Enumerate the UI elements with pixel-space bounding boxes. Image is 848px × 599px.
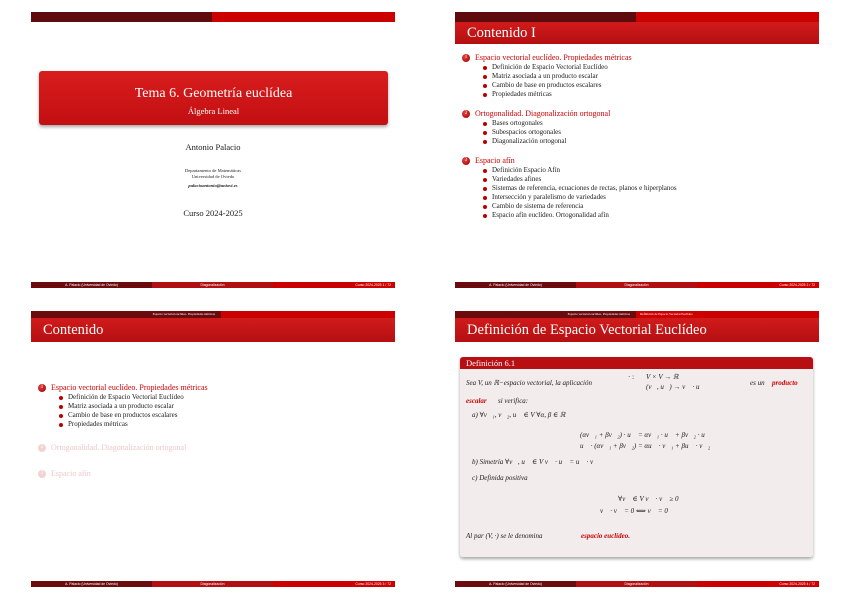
section-number-icon: 3 xyxy=(38,470,46,478)
email: palacioantonio@uniovi.es xyxy=(188,183,238,188)
slide-subtitle: Álgebra Lineal xyxy=(187,106,240,116)
bullet-icon xyxy=(483,131,487,135)
footer-page: Curso 2024-2025 3 / 72 xyxy=(273,581,395,587)
slide-2[interactable] xyxy=(455,12,819,288)
equation: (αv⃗₁ + βv⃗₂) · u⃗ = αv⃗₁ · u⃗ + βv⃗₂ · u⃗ xyxy=(580,431,711,439)
bullet-icon xyxy=(483,66,487,70)
section-nav-bar xyxy=(455,311,819,318)
bullet-icon xyxy=(483,122,487,126)
institution-line-1: Departamento de Matemáticas xyxy=(184,168,242,173)
map-symbol: · : xyxy=(628,373,635,381)
map-row: (v⃗, u⃗) → v⃗ · u⃗ xyxy=(646,383,705,391)
section-title[interactable]: Ortogonalidad. Diagonalización ortogonal xyxy=(51,443,187,452)
section-number-icon: 2 xyxy=(462,110,470,118)
subsection-link[interactable]: Propiedades métricas xyxy=(492,90,552,98)
subsection-link[interactable]: Definición de Espacio Vectorial Euclídeo xyxy=(68,393,184,401)
definition-text: Sea V, un ℝ−espacio vectorial, la aplicación xyxy=(466,379,593,387)
outline-section[interactable] xyxy=(38,383,391,429)
bullet-icon xyxy=(483,84,487,88)
subsection-link[interactable]: Propiedades métricas xyxy=(68,420,128,428)
footer-author: A. Palacio (Universidad de Oviedo) xyxy=(455,581,576,587)
slide-1[interactable] xyxy=(31,12,395,288)
outline-section[interactable] xyxy=(462,156,815,220)
footer-topic: Diagonalización xyxy=(576,581,697,587)
definition-text: si verifica: xyxy=(498,397,529,405)
footer-author: A. Palacio (Universidad de Oviedo) xyxy=(31,581,152,587)
section-number-icon: 2 xyxy=(38,444,46,452)
equation: ∀v⃗ ∈ V v⃗ · v⃗ ≥ 0 xyxy=(618,495,679,503)
subsection-link[interactable]: Intersección y paralelismo de variedades xyxy=(492,193,606,201)
footer xyxy=(31,282,395,288)
bullet-icon xyxy=(59,423,63,427)
subsection-link[interactable]: Sistemas de referencia, ecuaciones de rectas, planos e hiperplanos xyxy=(492,184,677,192)
subsection-link[interactable]: Definición Espacio Afín xyxy=(492,166,561,174)
author: Antonio Palacio xyxy=(185,142,241,152)
footer-page: Curso 2024-2025 4 / 72 xyxy=(697,581,819,587)
subsection-link[interactable]: Definición de Espacio Vectorial Euclídeo xyxy=(492,63,608,71)
map-row: V × V → ℝ xyxy=(646,373,679,381)
footer-topic: Diagonalización xyxy=(576,282,697,288)
bullet-icon xyxy=(483,169,487,173)
subsection-link[interactable]: Cambio de base en productos escalares xyxy=(68,411,178,419)
top-bar xyxy=(31,12,395,22)
definition-body xyxy=(460,369,813,557)
bullet-icon xyxy=(483,75,487,79)
emphasis-term: producto xyxy=(772,379,798,387)
bullet-icon xyxy=(483,187,487,191)
nav-section-link[interactable]: Espacio vectorial euclídeo. Propiedades métricas xyxy=(455,311,636,318)
section-title[interactable]: Espacio vectorial euclídeo. Propiedades métricas xyxy=(51,383,208,392)
section-number-icon: 1 xyxy=(462,54,470,62)
bullet-icon xyxy=(59,396,63,400)
section-title[interactable]: Espacio afín xyxy=(51,469,91,478)
footer-author: A. Palacio (Universidad de Oviedo) xyxy=(31,282,152,288)
section-title[interactable]: Espacio vectorial euclídeo. Propiedades métricas xyxy=(475,53,632,62)
section-title[interactable]: Espacio afín xyxy=(475,156,515,165)
outline-section[interactable] xyxy=(38,469,391,479)
outline-section[interactable] xyxy=(462,109,815,146)
nav-section-link[interactable]: Espacio vectorial euclídeo. Propiedades métricas xyxy=(31,311,221,318)
bullet-icon xyxy=(483,205,487,209)
bullet-icon xyxy=(483,196,487,200)
subsection-link[interactable]: Bases ortogonales xyxy=(492,119,543,127)
section-number-icon: 3 xyxy=(462,157,470,165)
outline xyxy=(38,383,391,489)
frame-title: Contenido I xyxy=(455,22,819,44)
subsection-link[interactable]: Cambio de sistema de referencia xyxy=(492,202,584,210)
bullet-icon xyxy=(59,414,63,418)
definition-text: Al par (V, ·) se le denomina xyxy=(466,532,543,540)
equation: u⃗ · (αv⃗₁ + βv⃗₂) = αu⃗ · v⃗₁ + βu⃗ · v⃗₂ xyxy=(580,442,711,450)
definition-title: Definición 6.1 xyxy=(460,357,813,369)
subsection-link[interactable]: Espacio afín euclídeo. Ortogonalidad afín xyxy=(492,211,609,219)
outline-section[interactable] xyxy=(462,53,815,99)
property-a: a) ∀v⃗₁, v⃗₂, u⃗ ∈ V ∀α, β ∈ ℝ xyxy=(472,411,566,419)
definition-text: es un xyxy=(750,379,765,387)
slide-3[interactable] xyxy=(31,311,395,587)
section-nav-bar xyxy=(31,311,395,318)
nav-subsection-link[interactable]: Definición de Espacio Vectorial Euclídeo xyxy=(636,311,819,318)
outline xyxy=(462,53,815,230)
footer xyxy=(455,282,819,288)
institution-line-2: Universidad de Oviedo xyxy=(191,174,235,179)
subsection-link[interactable]: Cambio de base en productos escalares xyxy=(492,81,602,89)
emphasis-term: espacio euclídeo. xyxy=(581,532,630,540)
emphasis-term: escalar xyxy=(466,397,487,405)
title-box xyxy=(39,71,388,125)
bullet-icon xyxy=(483,93,487,97)
footer xyxy=(455,581,819,587)
subsection-link[interactable]: Variedades afines xyxy=(492,175,542,183)
outline-section[interactable] xyxy=(38,443,391,453)
footer-topic: Diagonalización xyxy=(152,581,273,587)
bullet-icon xyxy=(483,140,487,144)
frame-title: Definición de Espacio Vectorial Euclídeo xyxy=(455,318,819,342)
subsection-link[interactable]: Subespacios ortogonales xyxy=(492,128,562,136)
bullet-icon xyxy=(483,178,487,182)
section-number-icon: 1 xyxy=(38,384,46,392)
course: Curso 2024-2025 xyxy=(183,208,243,218)
subsection-link[interactable]: Matriz asociada a un producto escalar xyxy=(492,72,598,80)
property-c: c) Definida positiva xyxy=(472,474,528,482)
footer xyxy=(31,581,395,587)
section-title[interactable]: Ortogonalidad. Diagonalización ortogonal xyxy=(475,109,611,118)
slide-4[interactable] xyxy=(455,311,819,587)
bullet-icon xyxy=(59,405,63,409)
bullet-icon xyxy=(483,214,487,218)
subsection-link[interactable]: Matriz asociada a un producto escalar xyxy=(68,402,174,410)
footer-topic: Diagonalización xyxy=(152,282,273,288)
definition-block xyxy=(460,357,813,557)
footer-author: A. Palacio (Universidad de Oviedo) xyxy=(455,282,576,288)
frame-title: Contenido xyxy=(31,318,395,342)
property-b: b) Simetría ∀v⃗, u⃗ ∈ V v⃗ · u⃗ = u⃗ · v⃗ xyxy=(472,458,599,466)
footer-page: Curso 2024-2025 2 / 72 xyxy=(697,282,819,288)
footer-page: Curso 2024-2025 1 / 72 xyxy=(273,282,395,288)
subsection-link[interactable]: Diagonalización ortogonal xyxy=(492,137,567,145)
top-bar xyxy=(455,12,819,22)
slide-title: Tema 6. Geometría euclídea xyxy=(134,86,293,101)
equation: v⃗ · v⃗ = 0 ⟺ v⃗ = 0⃗ xyxy=(600,507,674,515)
